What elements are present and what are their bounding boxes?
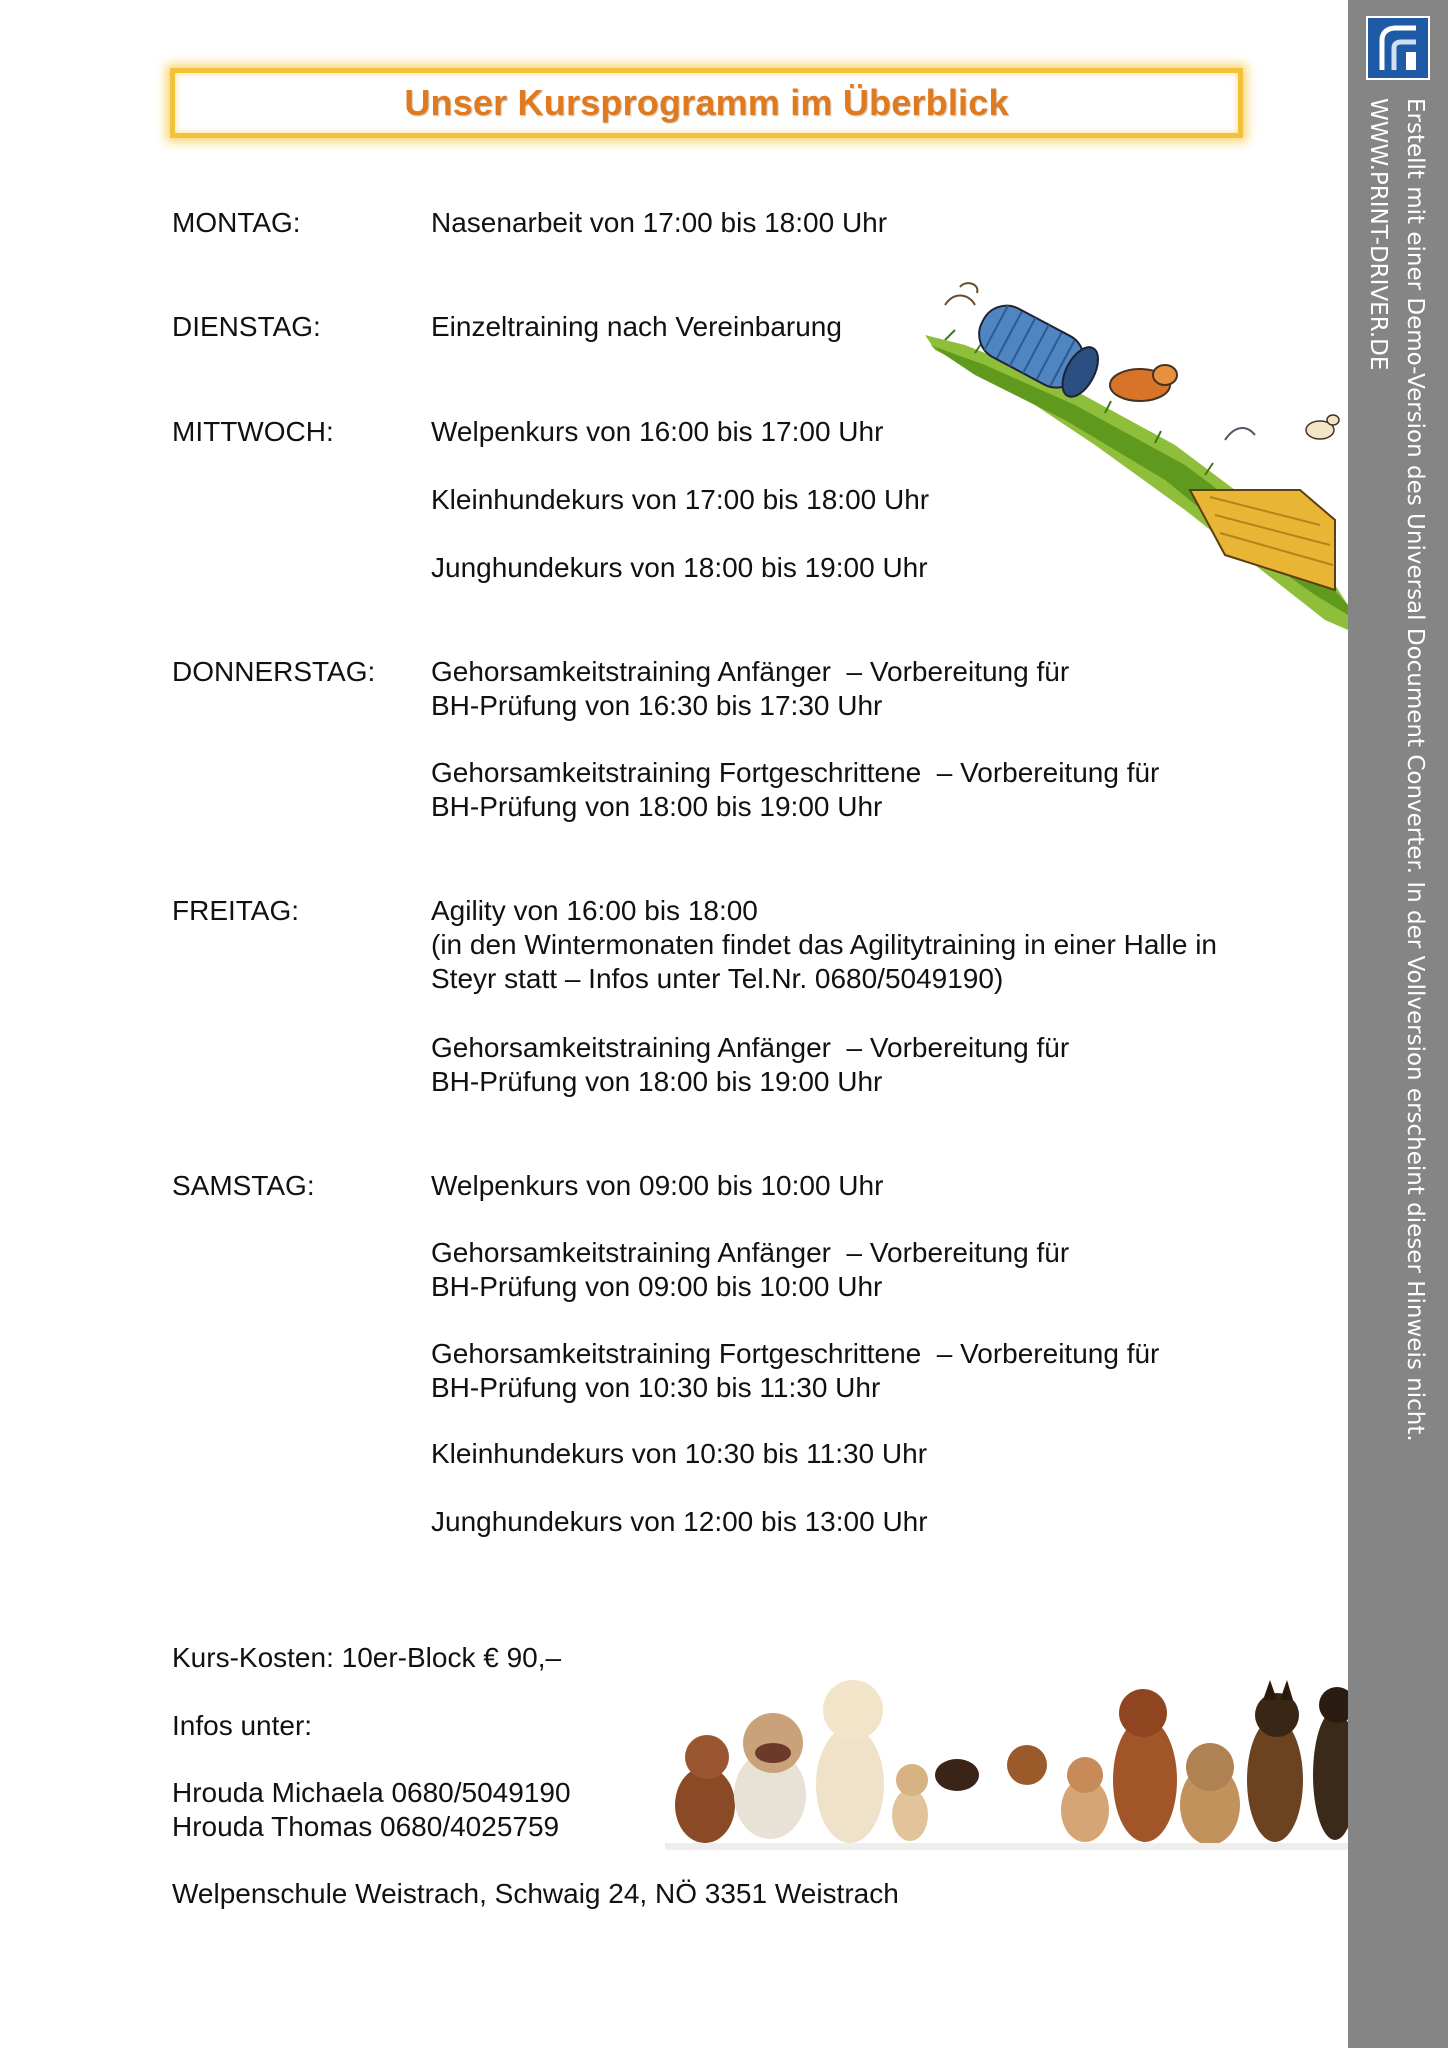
friday-entry-2-line1: Gehorsamkeitstraining Anfänger – Vorbereitung für bbox=[431, 1032, 1070, 1063]
day-label-tuesday: DIENSTAG: bbox=[172, 311, 321, 342]
saturday-entry-2-line1: Gehorsamkeitstraining Anfänger – Vorbereitung für bbox=[431, 1237, 1070, 1268]
thursday-entry-2-line2: BH-Prüfung von 18:00 bis 19:00 Uhr bbox=[431, 791, 883, 822]
day-label-friday: FREITAG: bbox=[172, 895, 300, 926]
saturday-entry-5: Junghundekurs von 12:00 bis 13:00 Uhr bbox=[431, 1506, 928, 1537]
watermark-notice: Erstellt mit einer Demo-Version des Universal Document Converter. In der Vollversion erscheint dieser Hinweis nicht. bbox=[1402, 98, 1428, 1442]
friday-agility-line2: (in den Wintermonaten findet das Agilitytraining in einer Halle in bbox=[431, 929, 1217, 960]
dogs-lineup-illustration bbox=[665, 1665, 1348, 1850]
saturday-entry-2 bbox=[431, 1236, 1069, 1304]
title-box bbox=[170, 68, 1243, 138]
page-title: Unser Kursprogramm im Überblick bbox=[404, 82, 1009, 123]
tuesday-entry-1: Einzeltraining nach Vereinbarung bbox=[431, 311, 842, 342]
watermark-url: WWW.PRINT-DRIVER.DE bbox=[1365, 98, 1391, 371]
wednesday-entry-3: Junghundekurs von 18:00 bis 19:00 Uhr bbox=[431, 552, 928, 583]
friday-entry-2-line2: BH-Prüfung von 18:00 bis 19:00 Uhr bbox=[431, 1066, 883, 1097]
agility-illustration bbox=[925, 275, 1348, 635]
contact-michaela: Hrouda Michaela 0680/5049190 bbox=[172, 1777, 571, 1808]
friday-agility-line3: Steyr statt – Infos unter Tel.Nr. 0680/5049190) bbox=[431, 963, 1004, 994]
day-label-saturday: SAMSTAG: bbox=[172, 1170, 315, 1201]
saturday-entry-4: Kleinhundekurs von 10:30 bis 11:30 Uhr bbox=[431, 1438, 928, 1469]
contact-thomas: Hrouda Thomas 0680/4025759 bbox=[172, 1811, 560, 1842]
course-costs: Kurs-Kosten: 10er-Block € 90,– bbox=[172, 1642, 562, 1673]
saturday-entry-2-line2: BH-Prüfung von 09:00 bis 10:00 Uhr bbox=[431, 1271, 883, 1302]
school-address: Welpenschule Weistrach, Schwaig 24, NÖ 3351 Weistrach bbox=[172, 1878, 899, 1909]
thursday-entry-2 bbox=[431, 756, 1159, 824]
saturday-entry-3 bbox=[431, 1337, 1159, 1405]
thursday-entry-1-line1: Gehorsamkeitstraining Anfänger – Vorbereitung für bbox=[431, 656, 1070, 687]
infos-label: Infos unter: bbox=[172, 1710, 313, 1741]
thursday-entry-1 bbox=[431, 655, 1069, 723]
thursday-entry-1-line2: BH-Prüfung von 16:30 bis 17:30 Uhr bbox=[431, 690, 883, 721]
demo-watermark-sidebar bbox=[1348, 0, 1448, 2048]
saturday-entry-3-line1: Gehorsamkeitstraining Fortgeschrittene – Vorbereitung für bbox=[431, 1338, 1160, 1369]
saturday-entry-3-line2: BH-Prüfung von 10:30 bis 11:30 Uhr bbox=[431, 1372, 881, 1403]
day-label-monday: MONTAG: bbox=[172, 207, 301, 238]
friday-agility-line1: Agility von 16:00 bis 18:00 bbox=[431, 895, 758, 926]
thursday-entry-2-line1: Gehorsamkeitstraining Fortgeschrittene – Vorbereitung für bbox=[431, 757, 1160, 788]
friday-entry-2 bbox=[431, 1031, 1069, 1099]
friday-agility-entry bbox=[431, 894, 1217, 996]
wednesday-entry-1: Welpenkurs von 16:00 bis 17:00 Uhr bbox=[431, 416, 884, 447]
print-driver-logo-icon bbox=[1366, 16, 1430, 80]
wednesday-entry-2: Kleinhundekurs von 17:00 bis 18:00 Uhr bbox=[431, 484, 930, 515]
day-label-wednesday: MITTWOCH: bbox=[172, 416, 334, 447]
day-label-thursday: DONNERSTAG: bbox=[172, 656, 376, 687]
monday-entry-1: Nasenarbeit von 17:00 bis 18:00 Uhr bbox=[431, 207, 888, 238]
saturday-entry-1: Welpenkurs von 09:00 bis 10:00 Uhr bbox=[431, 1170, 884, 1201]
